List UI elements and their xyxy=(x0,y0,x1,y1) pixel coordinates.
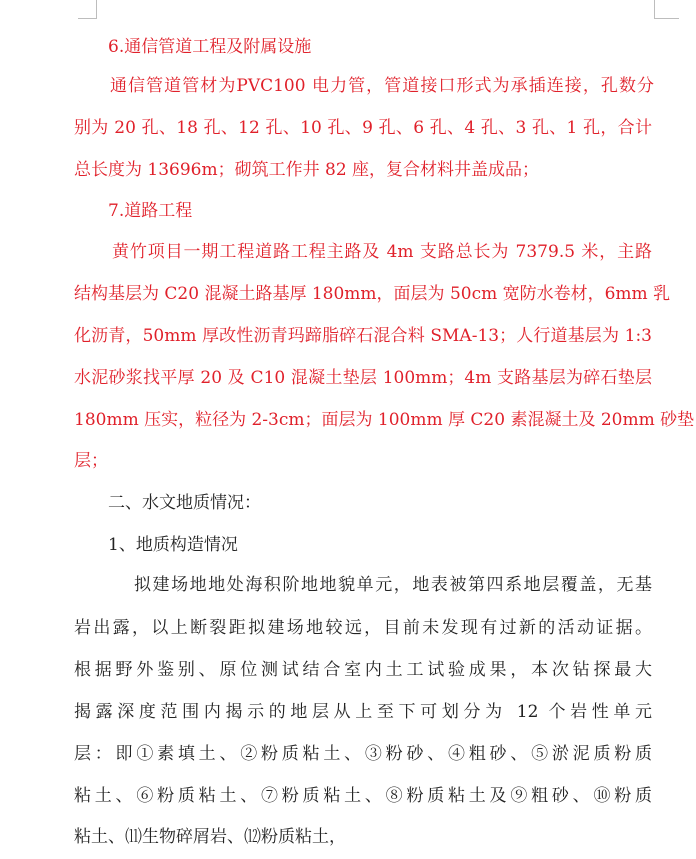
section2-line-1: 拟建场地地处海积阶地地貌单元，地表被第四系地层覆盖，无基 xyxy=(134,575,652,595)
section7-line-2: 结构基层为 C20 混凝土路基厚 180mm，面层为 50cm 宽防水卷材，6mm 乳 xyxy=(74,284,671,304)
section6-line-3: 总长度为 13696m；砌筑工作井 82 座，复合材料井盖成品； xyxy=(74,160,540,180)
section2-line-6: 粘土、⑥粉质粘土、⑦粉质粘土、⑧粉质粘土及⑨粗砂、⑩粉质 xyxy=(74,786,652,806)
section2-line-2: 岩出露，以上断裂距拟建场地较远，目前未发现有过新的活动证据。 xyxy=(74,618,652,638)
section7-line-4: 水泥砂浆找平厚 20 及 C10 混凝土垫层 100mm；4m 支路基层为碎石垫层 xyxy=(74,368,652,388)
corner-crop-mark-right xyxy=(654,0,679,19)
section7-line-6: 层； xyxy=(74,451,108,471)
section7-line-5: 180mm 压实，粒径为 2-3cm；面层为 100mm 厚 C20 素混凝土及 20mm 砂垫 xyxy=(74,410,695,430)
section6-line-1: 通信管道管材为PVC100 电力管，管道接口形式为承插连接，孔数分 xyxy=(110,76,654,96)
section7-line-1: 黄竹项目一期工程道路工程主路及 4m 支路总长为 7379.5 米，主路 xyxy=(112,242,652,262)
section7-heading: 7.道路工程 xyxy=(108,201,193,221)
section2-line-3: 根据野外鉴别、原位测试结合室内土工试验成果，本次钻探最大 xyxy=(74,660,652,680)
section2-heading: 二、水文地质情况： xyxy=(108,493,261,513)
section2-line-5: 层：即①素填土、②粉质粘土、③粉砂、④粗砂、⑤淤泥质粉质 xyxy=(74,744,652,764)
section2-line-4: 揭露深度范围内揭示的地层从上至下可划分为 12 个岩性单元 xyxy=(74,702,652,722)
section6-heading: 6.通信管道工程及附属设施 xyxy=(108,37,312,57)
corner-crop-mark-left xyxy=(78,0,97,19)
section2-line-7: 粘土、⑾生物碎屑岩、⑿粉质粘土， xyxy=(74,827,346,847)
section2-subheading: 1、地质构造情况 xyxy=(108,535,238,555)
section7-line-3: 化沥青，50mm 厚改性沥青玛蹄脂碎石混合料 SMA-13；人行道基层为 1:3 xyxy=(74,326,652,346)
section6-line-2: 别为 20 孔、18 孔、12 孔、10 孔、9 孔、6 孔、4 孔、3 孔、1 孔，合计 xyxy=(74,118,652,138)
